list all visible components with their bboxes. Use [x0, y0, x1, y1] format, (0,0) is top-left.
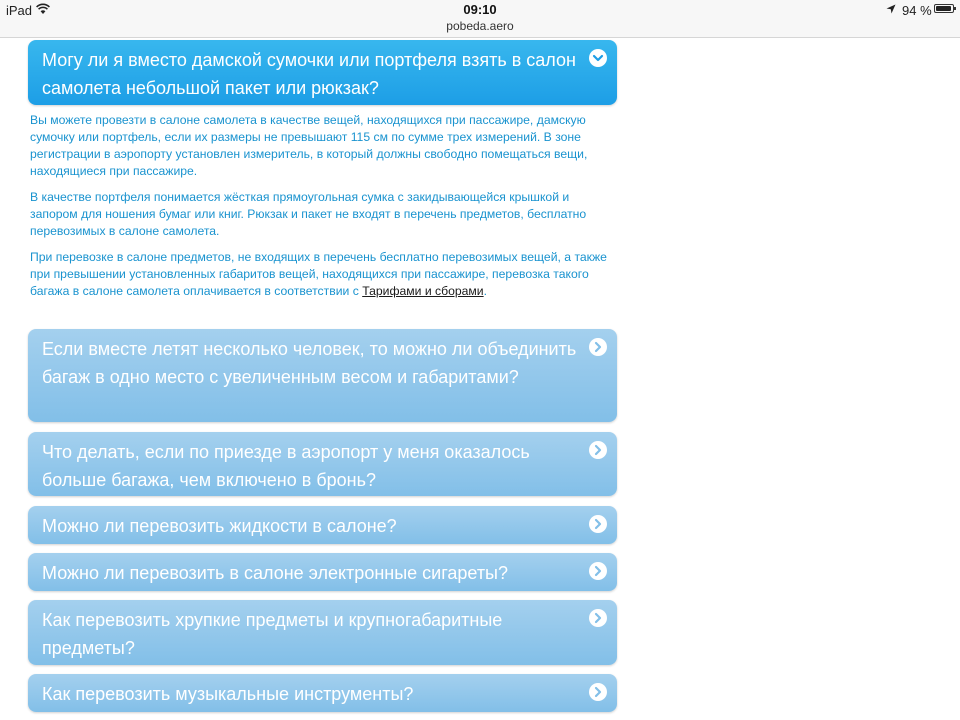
answer-paragraph-3: При перевозке в салоне предметов, не входящих в перечень бесплатно перевозимых вещей, а также при превышении установленных габаритов вещей, находящихся при пассажире, перевозка такого багажа в салоне самолета оплачивается в соответствии с Тарифами и сборами. — [30, 250, 607, 298]
faq-question-text: Как перевозить хрупкие предметы и крупногабаритные предметы? — [42, 610, 503, 658]
answer-paragraph-1: Вы можете провезти в салоне самолета в качестве вещей, находящихся при пассажире, дамскую сумочку или портфель, если их размеры не превышают 115 см по сумме трех измерений. В зоне регистрации в аэропорту установлен измеритель, в который должны свободно помещаться вещи, находящиеся при пассажире. — [30, 113, 588, 178]
faq-question[interactable] — [28, 674, 617, 712]
faq-question[interactable] — [28, 553, 617, 591]
chevron-right-icon[interactable] — [589, 609, 607, 627]
address-bar[interactable]: pobeda.aero — [446, 19, 514, 33]
faq-question-text: Могу ли я вместо дамской сумочки или портфеля взять в салон самолета небольшой пакет или рюкзак? — [42, 50, 576, 98]
faq-question[interactable] — [28, 600, 617, 665]
faq-question-active[interactable] — [28, 40, 617, 105]
battery-icon — [934, 4, 954, 13]
faq-question[interactable] — [28, 329, 617, 422]
faq-question-text: Как перевозить музыкальные инструменты? — [42, 684, 414, 704]
status-time: 09:10 — [463, 2, 497, 17]
chevron-down-icon[interactable] — [589, 49, 607, 67]
faq-question[interactable] — [28, 432, 617, 496]
faq-question-text: Можно ли перевозить жидкости в салоне? — [42, 516, 397, 536]
faq-question-text: Что делать, если по приезде в аэропорт у меня оказалось больше багажа, чем включено в бронь? — [42, 442, 530, 490]
battery-percent: 94 % — [902, 3, 932, 18]
tariffs-link[interactable]: Тарифами и сборами — [362, 284, 484, 298]
faq-answer — [30, 112, 620, 309]
faq-question-text: Можно ли перевозить в салоне электронные сигареты? — [42, 563, 509, 583]
chevron-right-icon[interactable] — [589, 562, 607, 580]
battery-fill — [936, 6, 951, 11]
answer-paragraph-2: В качестве портфеля понимается жёсткая прямоугольная сумка с закидывающейся крышкой и запором для ношения бумаг или книг. Рюкзак и пакет не входят в перечень предметов, бесплатно перевозимых в салоне самолета. — [30, 190, 587, 238]
location-arrow-icon — [886, 4, 896, 14]
status-bar — [0, 0, 960, 38]
chevron-right-icon[interactable] — [589, 683, 607, 701]
faq-question-text: Если вместе летят несколько человек, то можно ли объединить багаж в одно место с увеличенным весом и габаритами? — [42, 339, 577, 387]
chevron-right-icon[interactable] — [589, 515, 607, 533]
chevron-right-icon[interactable] — [589, 338, 607, 356]
chevron-right-icon[interactable] — [589, 441, 607, 459]
device-name: iPad — [6, 3, 33, 18]
faq-question[interactable] — [28, 506, 617, 544]
